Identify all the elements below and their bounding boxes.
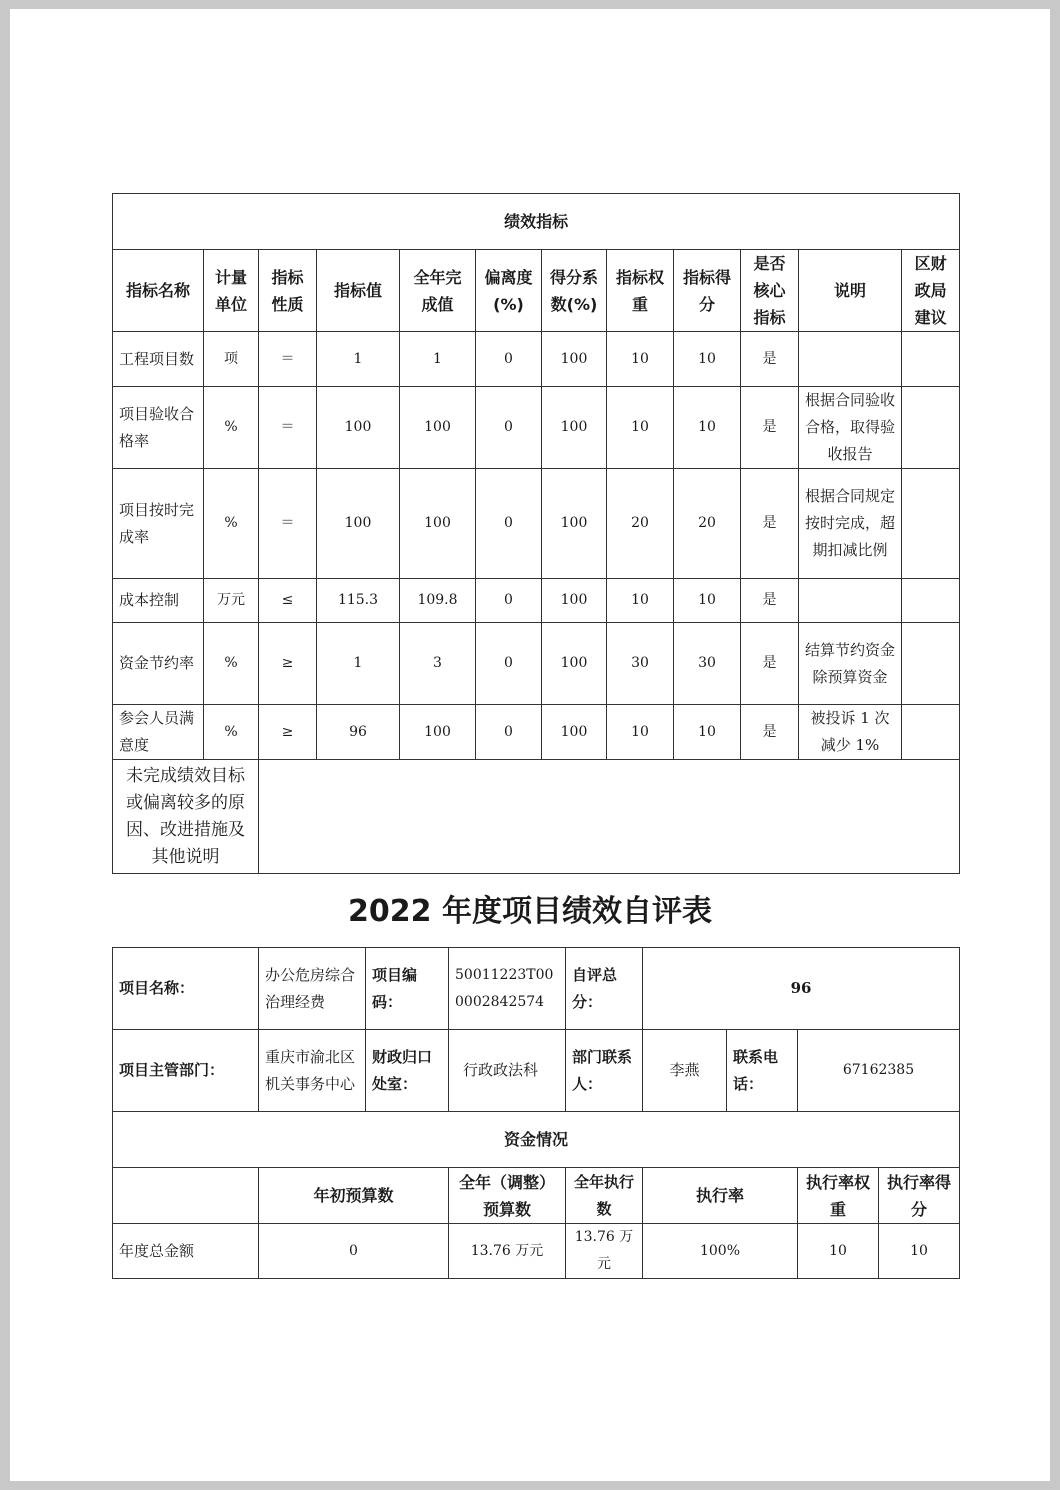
header-advice: 区财政局建议	[902, 250, 960, 332]
cell-score: 10	[674, 332, 741, 387]
funds-rate-weight-value: 10	[798, 1224, 879, 1279]
cell-value: 1	[317, 332, 400, 387]
cell-deviation: 0	[476, 579, 542, 623]
funds-row-label: 年度总金额	[113, 1224, 259, 1279]
self-score-label: 自评总分：	[566, 948, 643, 1030]
cell-score: 10	[674, 705, 741, 760]
header-core: 是否核心指标	[741, 250, 799, 332]
funds-header-executed: 全年执行数	[566, 1168, 643, 1224]
header-deviation: 偏离度(%)	[476, 250, 542, 332]
funds-rate-value: 100%	[643, 1224, 798, 1279]
finance-office-value: 行政政法科	[449, 1030, 566, 1112]
contact-value: 李燕	[643, 1030, 727, 1112]
cell-weight: 20	[607, 469, 674, 579]
performance-indicators-table	[112, 193, 960, 874]
header-unit: 计量单位	[204, 250, 259, 332]
cell-nature: ≤	[259, 579, 317, 623]
cell-note: 根据合同验收合格，取得验收报告	[799, 387, 902, 469]
cell-actual: 100	[400, 705, 476, 760]
cell-nature: ＝	[259, 469, 317, 579]
document-page	[10, 9, 1050, 1481]
cell-coef: 100	[542, 623, 607, 705]
cell-core: 是	[741, 705, 799, 760]
project-name-value: 办公危房综合治理经费	[259, 948, 366, 1030]
project-info-row	[113, 948, 960, 1030]
funds-header-row	[113, 1168, 960, 1224]
form-title: 2022 年度项目绩效自评表	[348, 894, 712, 929]
cell-advice	[902, 705, 960, 760]
funds-header-rate-score: 执行率得分	[879, 1168, 960, 1224]
table-row	[113, 332, 960, 387]
cell-actual: 109.8	[400, 579, 476, 623]
cell-unit: 万元	[204, 579, 259, 623]
section-title: 绩效指标	[113, 194, 960, 250]
cell-advice	[902, 332, 960, 387]
funds-header-adjusted: 全年（调整）预算数	[449, 1168, 566, 1224]
cell-note	[799, 332, 902, 387]
table-header-row	[113, 250, 960, 332]
finance-office-label: 财政归口处室：	[366, 1030, 449, 1112]
cell-actual: 100	[400, 469, 476, 579]
cell-score: 20	[674, 469, 741, 579]
table-row	[113, 469, 960, 579]
cell-nature: ≥	[259, 705, 317, 760]
department-value: 重庆市渝北区机关事务中心	[259, 1030, 366, 1112]
table-row	[113, 579, 960, 623]
cell-core: 是	[741, 332, 799, 387]
cell-weight: 10	[607, 387, 674, 469]
header-value: 指标值	[317, 250, 400, 332]
cell-deviation: 0	[476, 623, 542, 705]
cell-core: 是	[741, 579, 799, 623]
phone-label: 联系电话：	[727, 1030, 798, 1112]
header-weight: 指标权重	[607, 250, 674, 332]
cell-score: 30	[674, 623, 741, 705]
cell-unit: %	[204, 469, 259, 579]
funds-adjusted-value: 13.76 万元	[449, 1224, 566, 1279]
cell-name: 项目按时完成率	[113, 469, 204, 579]
cell-name: 工程项目数	[113, 332, 204, 387]
cell-note: 结算节约资金除预算资金	[799, 623, 902, 705]
cell-note: 被投诉 1 次减少 1%	[799, 705, 902, 760]
table-row	[113, 705, 960, 760]
cell-core: 是	[741, 623, 799, 705]
cell-coef: 100	[542, 387, 607, 469]
cell-unit: %	[204, 387, 259, 469]
cell-score: 10	[674, 579, 741, 623]
cell-actual: 1	[400, 332, 476, 387]
cell-core: 是	[741, 387, 799, 469]
self-score-value: 96	[643, 948, 960, 1030]
cell-value: 100	[317, 387, 400, 469]
cell-nature: ≥	[259, 623, 317, 705]
explanation-value	[259, 760, 960, 874]
project-name-label: 项目名称：	[113, 948, 259, 1030]
cell-value: 100	[317, 469, 400, 579]
cell-deviation: 0	[476, 332, 542, 387]
cell-weight: 30	[607, 623, 674, 705]
header-name: 指标名称	[113, 250, 204, 332]
funds-row	[113, 1224, 960, 1279]
cell-weight: 10	[607, 705, 674, 760]
cell-coef: 100	[542, 705, 607, 760]
cell-deviation: 0	[476, 387, 542, 469]
self-evaluation-table	[112, 947, 960, 1279]
explanation-label: 未完成绩效目标或偏离较多的原因、改进措施及其他说明	[113, 760, 259, 874]
cell-name: 项目验收合格率	[113, 387, 204, 469]
header-coef: 得分系数(%)	[542, 250, 607, 332]
cell-coef: 100	[542, 579, 607, 623]
funds-initial-value: 0	[259, 1224, 449, 1279]
header-note: 说明	[799, 250, 902, 332]
explanation-row	[113, 760, 960, 874]
cell-value: 96	[317, 705, 400, 760]
cell-name: 成本控制	[113, 579, 204, 623]
phone-value: 67162385	[798, 1030, 960, 1112]
cell-core: 是	[741, 469, 799, 579]
funds-header-rate-weight: 执行率权重	[798, 1168, 879, 1224]
cell-name: 参会人员满意度	[113, 705, 204, 760]
cell-actual: 100	[400, 387, 476, 469]
funds-rate-score-value: 10	[879, 1224, 960, 1279]
cell-unit: %	[204, 623, 259, 705]
cell-advice	[902, 387, 960, 469]
table-row	[113, 623, 960, 705]
header-score: 指标得分	[674, 250, 741, 332]
cell-deviation: 0	[476, 705, 542, 760]
cell-unit: 项	[204, 332, 259, 387]
funds-header-blank	[113, 1168, 259, 1224]
cell-coef: 100	[542, 332, 607, 387]
project-code-label: 项目编码：	[366, 948, 449, 1030]
cell-deviation: 0	[476, 469, 542, 579]
cell-score: 10	[674, 387, 741, 469]
cell-weight: 10	[607, 332, 674, 387]
project-code-value: 50011223T000002842574	[449, 948, 566, 1030]
cell-nature: ＝	[259, 332, 317, 387]
department-info-row	[113, 1030, 960, 1112]
cell-coef: 100	[542, 469, 607, 579]
cell-advice	[902, 623, 960, 705]
funds-section-title: 资金情况	[113, 1112, 960, 1168]
funds-executed-value: 13.76 万元	[566, 1224, 643, 1279]
cell-advice	[902, 469, 960, 579]
table-row	[113, 387, 960, 469]
cell-weight: 10	[607, 579, 674, 623]
cell-note	[799, 579, 902, 623]
funds-header-rate: 执行率	[643, 1168, 798, 1224]
contact-label: 部门联系人：	[566, 1030, 643, 1112]
cell-advice	[902, 579, 960, 623]
department-label: 项目主管部门：	[113, 1030, 259, 1112]
header-nature: 指标性质	[259, 250, 317, 332]
header-actual: 全年完成值	[400, 250, 476, 332]
funds-header-initial: 年初预算数	[259, 1168, 449, 1224]
cell-actual: 3	[400, 623, 476, 705]
cell-value: 1	[317, 623, 400, 705]
cell-nature: ＝	[259, 387, 317, 469]
cell-name: 资金节约率	[113, 623, 204, 705]
cell-note: 根据合同规定按时完成，超期扣减比例	[799, 469, 902, 579]
cell-unit: %	[204, 705, 259, 760]
cell-value: 115.3	[317, 579, 400, 623]
